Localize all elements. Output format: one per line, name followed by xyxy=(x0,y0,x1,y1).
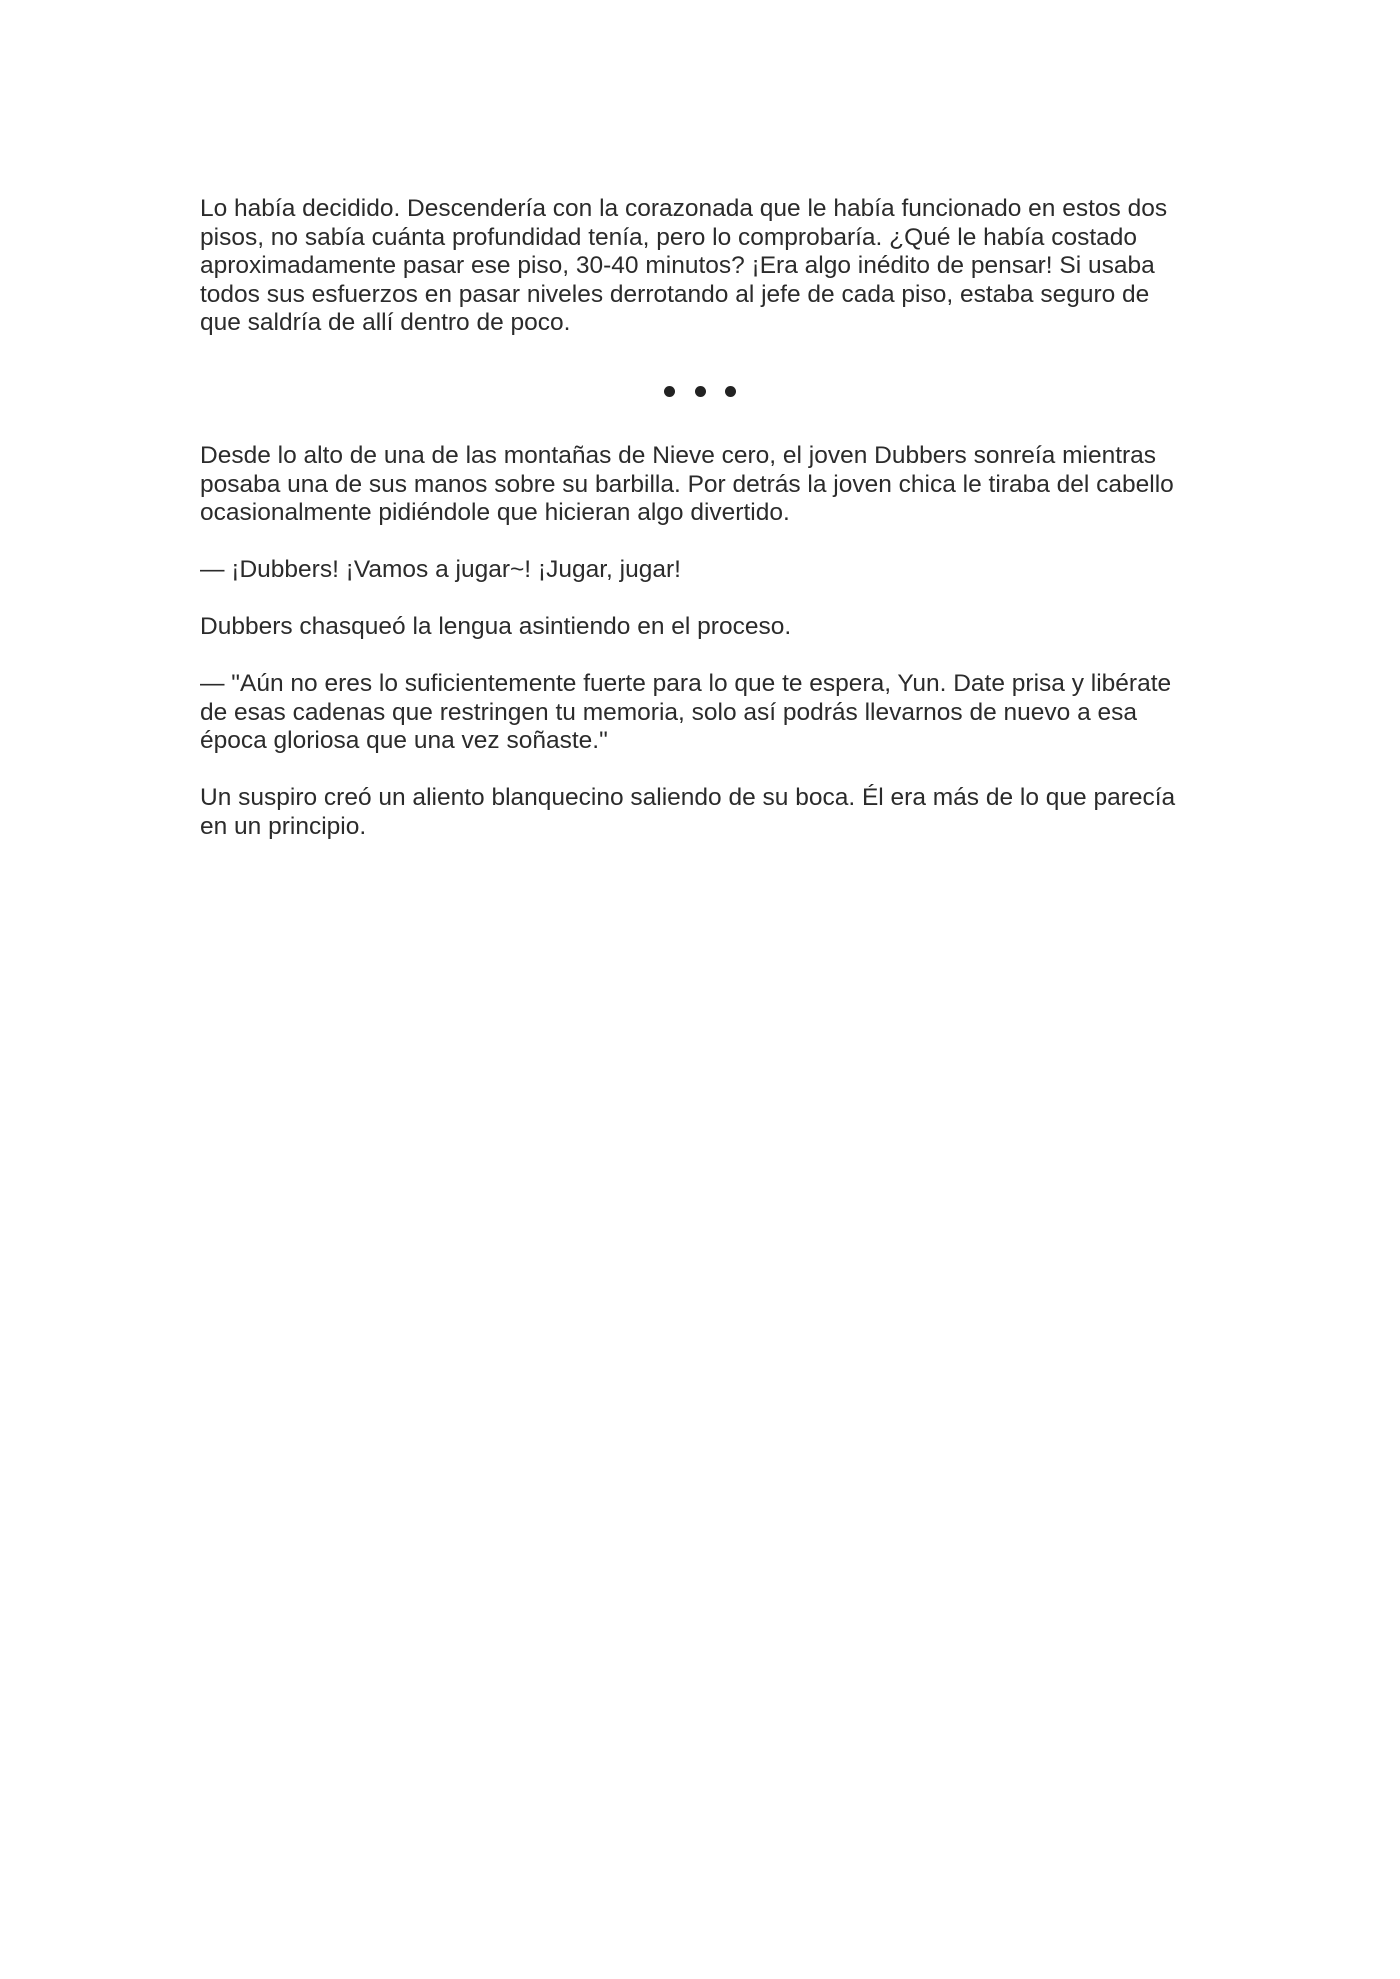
paragraph-line: ocasionalmente pidiéndole que hicieran algo divertido. xyxy=(200,499,790,526)
paragraph-line: posaba una de sus manos sobre su barbilla. Por detrás la joven chica le tiraba del cabello xyxy=(200,470,1174,498)
paragraph-4 xyxy=(200,613,1200,642)
paragraph-5 xyxy=(200,670,1200,756)
paragraph-line: Un suspiro creó un aliento blanquecino saliendo de su boca. Él era más de lo que parecía xyxy=(200,784,1176,811)
paragraph-line: aproximadamente pasar ese piso, 30-40 minutos? ¡Era algo inédito de pensar! Si usaba xyxy=(200,252,1155,279)
paragraph-line: de esas cadenas que restringen tu memoria, solo así podrás llevarnos de nuevo a esa xyxy=(200,698,1138,726)
paragraph-line: — "Aún no eres lo suficientemente fuerte para lo que te espera, Yun. Date prisa y libérate xyxy=(200,670,1172,697)
paragraph-6 xyxy=(200,784,1200,841)
paragraph-line: en un principio. xyxy=(200,812,367,840)
separator-dot xyxy=(725,386,736,397)
separator-dot xyxy=(695,386,706,397)
paragraph-2 xyxy=(200,442,1200,528)
paragraph-line: época gloriosa que una vez soñaste." xyxy=(200,727,608,754)
paragraph-line: que saldría de allí dentro de poco. xyxy=(200,309,571,336)
separator-dot xyxy=(664,386,675,397)
paragraph-line: todos sus esfuerzos en pasar niveles derrotando al jefe de cada piso, estaba seguro de xyxy=(200,280,1150,308)
paragraph-1 xyxy=(200,195,1200,338)
paragraph-line: — ¡Dubbers! ¡Vamos a jugar~! ¡Jugar, jugar! xyxy=(200,556,681,583)
paragraph-line: Lo había decidido. Descendería con la corazonada que le había funcionado en estos dos xyxy=(200,195,1168,222)
paragraph-line: pisos, no sabía cuánta profundidad tenía, pero lo comprobaría. ¿Qué le había costado xyxy=(200,223,1138,251)
paragraph-3 xyxy=(200,556,1200,585)
paragraph-line: Desde lo alto de una de las montañas de Nieve cero, el joven Dubbers sonreía mientras xyxy=(200,442,1157,469)
section-separator xyxy=(664,384,736,398)
paragraph-line: Dubbers chasqueó la lengua asintiendo en el proceso. xyxy=(200,613,792,640)
